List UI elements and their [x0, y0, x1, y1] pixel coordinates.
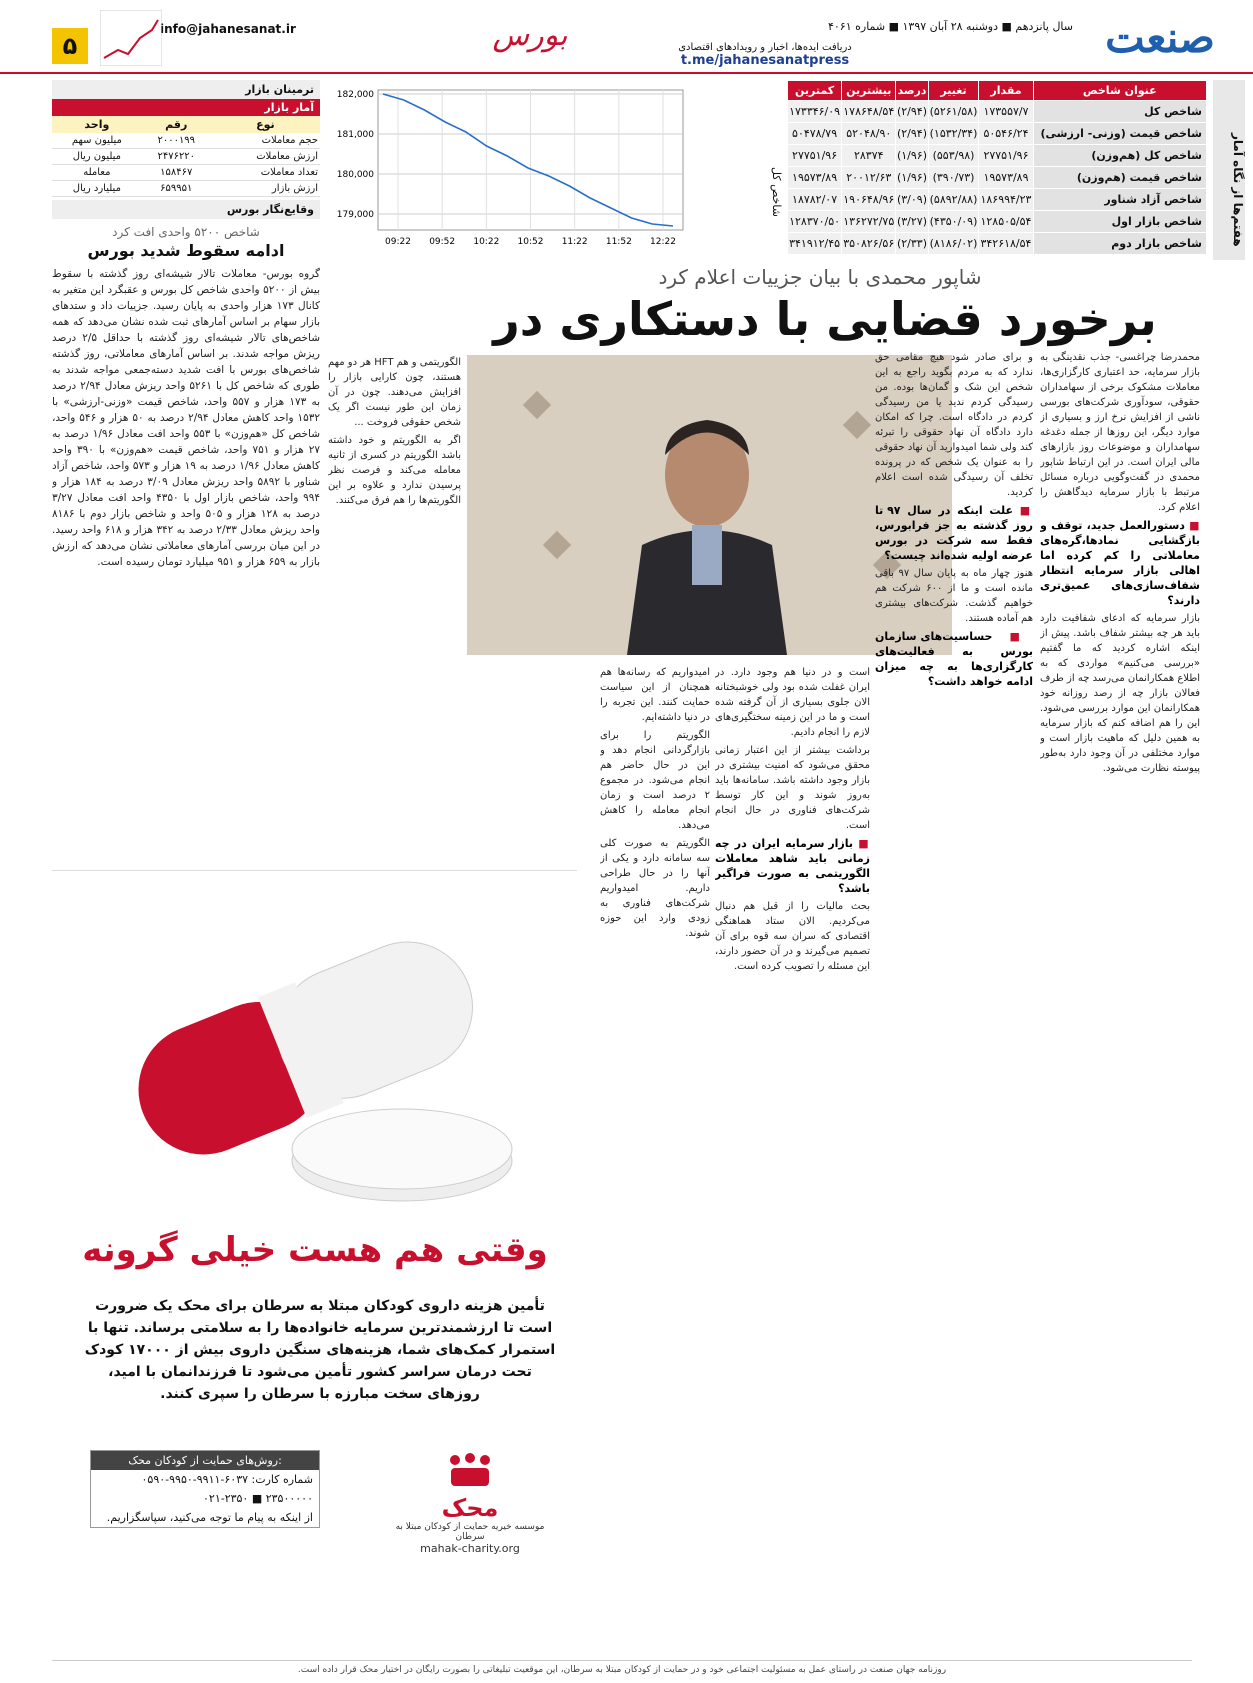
mahak-subtitle: موسسه خیریه حمایت از کودکان مبتلا به سرطان [395, 1522, 545, 1542]
index-name: شاخص کل (هم‌وزن) [1033, 145, 1206, 167]
index-name: شاخص قیمت (هم‌وزن) [1033, 167, 1206, 189]
index-name: شاخص قیمت (وزنی- ارزشی) [1033, 123, 1206, 145]
article-column-4 [600, 665, 710, 1650]
index-value: ۱۳۶۲۷۲/۷۵ [842, 211, 896, 233]
index-value: (۸۱۸۶/۰۲) [928, 233, 979, 255]
growth-chart-icon [100, 10, 162, 66]
article-column-2 [875, 350, 1033, 1650]
stats-cell: ۲۴۷۶۲۲۰ [142, 149, 211, 165]
index-name: شاخص کل [1033, 101, 1206, 123]
market-header-cell: بیشترین [842, 81, 896, 101]
article-paragraph: الگوریتمی و هم HFT هر دو مهم هستند، چون کارایی بازار را افزایش می‌دهند. چون در آن زمان این طور نیست اگر یک شخص حقوقی فروخت ... [328, 357, 461, 428]
index-value: (۱۵۳۲/۳۴) [928, 123, 979, 145]
news-label: وقایع‌نگار بورس [52, 200, 320, 219]
masthead [0, 0, 1253, 74]
stats-cell: میلیارد ریال [52, 181, 142, 197]
market-stats-box [52, 80, 320, 197]
table-row [788, 145, 1207, 167]
stats-header-cell: نوع [211, 116, 320, 133]
y-tick-label: 182,000 [336, 90, 374, 100]
index-value: ۵۰۵۴۶/۲۴ [979, 123, 1033, 145]
market-header-cell: مقدار [979, 81, 1033, 101]
table-row [52, 133, 320, 149]
telegram-line: دریافت ایده‌ها، اخبار و رویدادهای اقتصادی [678, 42, 852, 53]
mahak-logo[interactable] [380, 1450, 560, 1555]
market-header-cell: عنوان شاخص [1033, 81, 1206, 101]
index-value: ۲۷۷۵۱/۹۶ [788, 145, 842, 167]
stats-cell: ارزش بازار [211, 181, 320, 197]
article-paragraph: ■ حساسیت‌های سازمان بورس به فعالیت‌های کارگزاری‌ها به چه میزان ادامه خواهد داشت؟ [875, 629, 1033, 689]
index-value: ۵۰۴۷۸/۷۹ [788, 123, 842, 145]
index-value: ۱۸۷۸۲/۰۷ [788, 189, 842, 211]
article-column-1 [1040, 350, 1200, 1650]
index-value: ۱۷۳۵۵۷/۷ [979, 101, 1033, 123]
stats-cell: ۱۵۸۴۶۷ [142, 165, 211, 181]
index-value: ۱۸۶۹۹۴/۲۳ [979, 189, 1033, 211]
x-tick-label: 10:52 [517, 237, 544, 247]
mahak-emblem-icon [445, 1450, 495, 1490]
x-tick-label: 09:22 [385, 237, 411, 247]
x-tick-label: 11:22 [561, 237, 588, 247]
market-header-cell: کمترین [788, 81, 842, 101]
x-tick-label: 09:52 [429, 237, 456, 247]
donation-title: روش‌های حمایت از کودکان محک: [91, 1451, 319, 1470]
index-value: ۱۹۵۷۳/۸۹ [788, 167, 842, 189]
index-value: ۱۷۳۳۴۶/۰۹ [788, 101, 842, 123]
sidebar-title: ترمینان بازار [52, 80, 320, 99]
index-value: (۵۲۶۱/۵۸) [928, 101, 979, 123]
stats-title: آمار بازار [52, 99, 320, 116]
index-value: ۳۴۲۶۱۸/۵۴ [979, 233, 1033, 255]
article-paragraph: و برای صادر شود هیچ مقامی حق ندارد که به مردم بگوید راجع به این شخص این شک و گمان‌ها بوده. من رسیدگی کردم ندید یا من رسیدگی کردم در دادگاه است. چرا که امکان دارد دادگاه آن نهاد حقوقی را تبرئه کند ولی شما امیدوارید آن نهاد حقوقی را به عنوان یک شخص که در پرونده تخلف آن رسیدگی شده است اعلام کردید. [875, 352, 1033, 498]
donation-box [90, 1450, 320, 1528]
x-tick-label: 11:52 [605, 237, 632, 247]
page-number: ۵ [52, 28, 88, 64]
article-paragraph: بحث مالیات را از قبل هم دنبال می‌کردیم. الان ستاد هماهنگی اقتصادی که سران سه قوه برای آن تصمیم می‌گیرند و در آن حضور دارند، این مسئله را تصویب کرده است. [715, 901, 870, 972]
stats-cell: تعداد معاملات [211, 165, 320, 181]
market-index-table [787, 80, 1207, 255]
capsule-illustration [52, 871, 577, 1231]
index-value: ۲۷۷۵۱/۹۶ [979, 145, 1033, 167]
y-tick-label: 180,000 [336, 170, 374, 180]
news-box [52, 200, 320, 860]
article-paragraph: امیدواریم که رسانه‌ها هم همچنان از این سیاست حمایت کنند. این تجربه را در دنیا داشته‌ایم. [600, 667, 710, 723]
x-tick-label: 12:22 [650, 237, 676, 247]
index-value: (۳/۰۹) [896, 189, 928, 211]
index-name: شاخص بازار اول [1033, 211, 1206, 233]
y-tick-label: 179,000 [336, 210, 374, 220]
section-title: بورس [492, 18, 568, 53]
table-row [788, 211, 1207, 233]
index-value: (۱/۹۶) [896, 167, 928, 189]
index-value: ۵۲۰۴۸/۹۰ [842, 123, 896, 145]
side-label: هفتم‌ها از نگاه آمار [1213, 80, 1245, 260]
article-column-5 [328, 355, 461, 855]
stats-cell: ۲۰۰۰۱۹۹ [142, 133, 211, 149]
stats-cell: حجم معاملات [211, 133, 320, 149]
telegram-promo[interactable] [650, 42, 880, 68]
mahak-brand: محک [441, 1494, 499, 1522]
table-row [52, 181, 320, 197]
news-title: ادامه سقوط شدید بورس [87, 241, 285, 260]
index-value: (۵۸۹۲/۸۸) [928, 189, 979, 211]
index-value: (۵۵۳/۹۸) [928, 145, 979, 167]
issue-meta: سال پانزدهم ■ دوشنبه ۲۸ آبان ۱۳۹۷ ■ شماره ۴۰۶۱ [827, 20, 1073, 33]
stats-cell: ارزش معاملات [211, 149, 320, 165]
stats-header-cell: واحد [52, 116, 142, 133]
sms-number[interactable]: ۰۲۱-۲۳۵۰ ■ ۲۳۵۰۰۰۰۰ [203, 1492, 313, 1505]
index-value: ۲۸۳۷۴ [842, 145, 896, 167]
table-row [788, 167, 1207, 189]
index-value: (۴۳۵۰/۰۹) [928, 211, 979, 233]
index-value: (۲/۳۳) [896, 233, 928, 255]
index-value: ۱۲۸۳۷۰/۵۰ [788, 211, 842, 233]
index-value: (۱/۹۶) [896, 145, 928, 167]
index-value: ۱۲۸۵۰۵/۵۴ [979, 211, 1033, 233]
article-paragraph: هنوز چهار ماه به پایان سال ۹۷ باقی مانده است و ما از ۶۰۰ شرکت هم خواهیم گذشت. شرکت‌های بیشتری هم آماده هستند. [875, 568, 1033, 624]
article-paragraph: الگوریتم را برای بازارگردانی انجام دهد و این در حال حاضر هم انجام می‌شود. در مجموع ۲ درصد است و زمان انجام معامله را کاهش می‌دهد. [600, 730, 710, 831]
telegram-link[interactable]: t.me/jahanesanatpress [680, 53, 850, 68]
index-value: ۳۵۰۸۲۶/۵۶ [842, 233, 896, 255]
table-row [788, 233, 1207, 255]
thanks-note: از اینکه به پیام ما توجه می‌کنید، سپاسگزاریم. [106, 1511, 313, 1524]
market-header-cell: تغییر [928, 81, 979, 101]
article-column-3 [715, 665, 870, 1650]
table-row [788, 189, 1207, 211]
article-paragraph: است و در دنیا هم وجود دارد. در ایران غفلت شده بود ولی خوشبختانه الان جلوی بسیاری از آن گرفته شده است و ما در این زمینه سختگیری‌های لازم را انجام دادیم. [715, 667, 870, 738]
article-paragraph: برداشت بیشتر از این اعتبار زمانی محقق می‌شود که امنیت بیشتری در بازار وجود داشته باشد. سامانه‌ها باید به‌روز شوند و این کار توسط شرکت‌های فناوری در حال انجام است. [715, 745, 870, 831]
y-tick-label: 181,000 [336, 130, 374, 140]
index-value: ۲۰۰۱۲/۶۳ [842, 167, 896, 189]
ad-footer: روزنامه جهان صنعت در راستای عمل به مسئولیت اجتماعی خود و در حمایت از کودکان مبتلا به سرطان، این موقعیت تبلیغاتی را بصورت رایگان در اختیار محک قرار داده است. [52, 1660, 1192, 1675]
ad-text: تأمین هزینه داروی کودکان مبتلا به سرطان برای محک یک ضرورت است تا ارزشمندترین سرمایه خانواده‌ها را به سلامتی برساند. تنها با استمرار کمک‌های شما، هزینه‌های سنگین داروی بیش از ۱۷۰۰۰ کودک تحت درمان سراسر کشور تأمین می‌شود تا فرزندانمان با امید، روزهای سخت مبارزه با سرطان را سپری کنند. [84, 1298, 556, 1402]
index-value: ۳۴۱۹۱۲/۴۵ [788, 233, 842, 255]
article-paragraph: ■ دستورالعمل جدید، توقف و بازگشایی نمادها،گره‌های معاملاتی را کم کرده اما اهالی بازار سرمایه انتظار شفاف‌سازی‌های عمیق‌تری دارند؟ [1040, 518, 1200, 608]
stats-cell: میلیون ریال [52, 149, 142, 165]
index-value: ۱۹۵۷۳/۸۹ [979, 167, 1033, 189]
x-tick-label: 10:22 [473, 237, 500, 247]
email-address[interactable]: info@jahanesanat.ir [160, 22, 296, 36]
article-headline: برخورد قضایی با دستکاری در [493, 292, 1157, 346]
article-paragraph: ■ علت اینکه در سال ۹۷ تا روز گذشته به جز فرابورس، فقط سه شرکت در بورس عرضه اولیه شده‌اند چیست؟ [875, 503, 1033, 563]
news-body: گروه بورس- معاملات تالار شیشه‌ای روز گذشته با سقوط بیش از ۵۲۰۰ واحدی شاخص کل بورس و عقبگرد این متغیر به کانال ۱۷۳ هزار واحدی به پایان رسید. جزییات داد و ستدهای بازار سهام بر اساس آمارهای ثبت شده نشان می‌دهد که همه شاخص‌های تالار شیشه‌ای روز گذشته با حداقل ۲/۵ درصد ریزش مواجه شدند. بر اساس آمارهای معاملاتی، روز گذشته شاخص‌های بورس با افت شدید دسته‌جمعی مواجه شدند به طوری که شاخص کل با ۵۲۶۱ واحد ریزش معادل ۲/۹۴ درصد به ۱۷۳ هزار و ۵۵۷ واحد، شاخص قیمت «وزنی-ارزشی» با ۱۵۳۲ واحد کاهش معادل ۲/۹۴ درصد به ۵۰ هزار و ۵۴۶ واحد، شاخص کل «هم‌وزن» با ۵۵۳ واحد افت معادل ۱/۹۶ درصد به ۲۷ هزار و ۷۵۱ واحد، شاخص قیمت «هم‌وزن» با ۳۹۰ واحد کاهش معادل ۱/۹۶ درصد به ۱۹ هزار و ۵۷۳ واحد، شاخص آزاد شناور با ۵۸۹۲ واحد ریزش معادل ۳/۰۹ درصد به ۱۸۴ هزار و ۹۹۴ واحد، شاخص بازار اول با ۴۳۵۰ واحد افت معادل ۳/۲۷ درصد به ۱۲۸ هزار و ۵۰۵ واحد و شاخص بازار دوم با ۸۱۸۶ واحد ریزش معادل ۲/۳۳ درصد به ۳۴۲ هزار و ۶۱۸ واحد رسید. در این میان بررسی آمارهای معاملاتی نشان می‌دهد که ارزش بازار به ۶۵۹ هزار و ۹۵۱ میلیارد تومان رسیده است. [52, 268, 320, 568]
article-paragraph: محمدرضا چراغسی- جذب نقدینگی به بازار سرمایه، حد اعتباری کارگزاری‌ها، معاملات مشکوک برخی از سهامداران حقوقی، سودآوری شرکت‌های بورسی ناشی از افزایش نرخ ارز و بسیاری از موارد دیگر، این روزها از جمله دغدغه سهامداران و موضوعات روز بازارهای مالی ایران است. در این ارتباط شاپور محمدی در گفت‌وگویی درباره مسائل مرتبط با بازار سرمایه دیدگاهش را اعلام کرد. [1040, 352, 1200, 513]
table-row [52, 149, 320, 165]
table-row [788, 101, 1207, 123]
index-value: (۲/۹۴) [896, 123, 928, 145]
chart-ylabel: شاخص کل [770, 167, 783, 217]
mahak-url[interactable]: mahak-charity.org [420, 1542, 520, 1555]
stats-cell: ۶۵۹۹۵۱ [142, 181, 211, 197]
index-name: شاخص بازار دوم [1033, 233, 1206, 255]
index-value: (۳۹۰/۷۳) [928, 167, 979, 189]
index-value: (۲/۹۴) [896, 101, 928, 123]
market-header-cell: درصد [896, 81, 928, 101]
stats-cell: میلیون سهم [52, 133, 142, 149]
stats-cell: معامله [52, 165, 142, 181]
table-row [788, 123, 1207, 145]
card-number[interactable]: شماره کارت: ۶۰۳۷-۹۹۱۱-۹۹۵۰-۰۵۹۰ [141, 1473, 313, 1486]
index-value: ۱۷۸۶۴۸/۵۴ [842, 101, 896, 123]
stats-header-cell: رقم [142, 116, 211, 133]
index-line-chart [328, 80, 693, 250]
index-value: (۳/۲۷) [896, 211, 928, 233]
news-kicker: شاخص ۵۲۰۰ واحدی افت کرد [112, 225, 260, 239]
article-paragraph: الگوریتم به صورت کلی سه سامانه دارد و یکی از آنها را در حال طراحی داریم. امیدواریم شرکت‌های فناوری به زودی وارد این حوزه شوند. [600, 838, 710, 939]
index-value: ۱۹۰۶۴۸/۹۶ [842, 189, 896, 211]
article-paragraph: ■ بازار سرمایه ایران در چه زمانی باید شاهد معاملات الگوریتمی به صورت فراگیر باشد؟ [715, 836, 870, 896]
ad-title: وقتی هم هست خیلی گرونه [82, 1230, 548, 1270]
table-row [52, 165, 320, 181]
article-paragraph: اگر به الگوریتم و خود داشته باشد الگوریتم در کسری از ثانیه معامله می‌کند و فرصت نظر پرسیدن ندارد و علاوه بر این الگوریتم‌ها را هم فرق می‌کنند. [328, 435, 461, 506]
article-paragraph: بازار سرمایه که ادعای شفافیت دارد باید هر چه بیشتر شفاف باشد. پیش از اینکه اشاره کردید که ما گفتیم «بررسی می‌کنیم» مواردی که به اطلاع همکارانمان می‌رسد چه از طرف فعالان بازار چه از رصد روزانه خود همکارانمان این موارد بررسی می‌شود. این را هم اضافه کنم که بازار سرمایه به همین دلیل که ماهیت بازار است و موارد مختلفی در آن وجود دارد به‌طور پیوسته نظارت می‌شود. [1040, 613, 1200, 774]
index-name: شاخص آزاد شناور [1033, 189, 1206, 211]
newspaper-logo[interactable]: صنعت [1105, 13, 1215, 62]
article-kicker: شاپور محمدی با بیان جزییات اعلام کرد [658, 265, 982, 289]
